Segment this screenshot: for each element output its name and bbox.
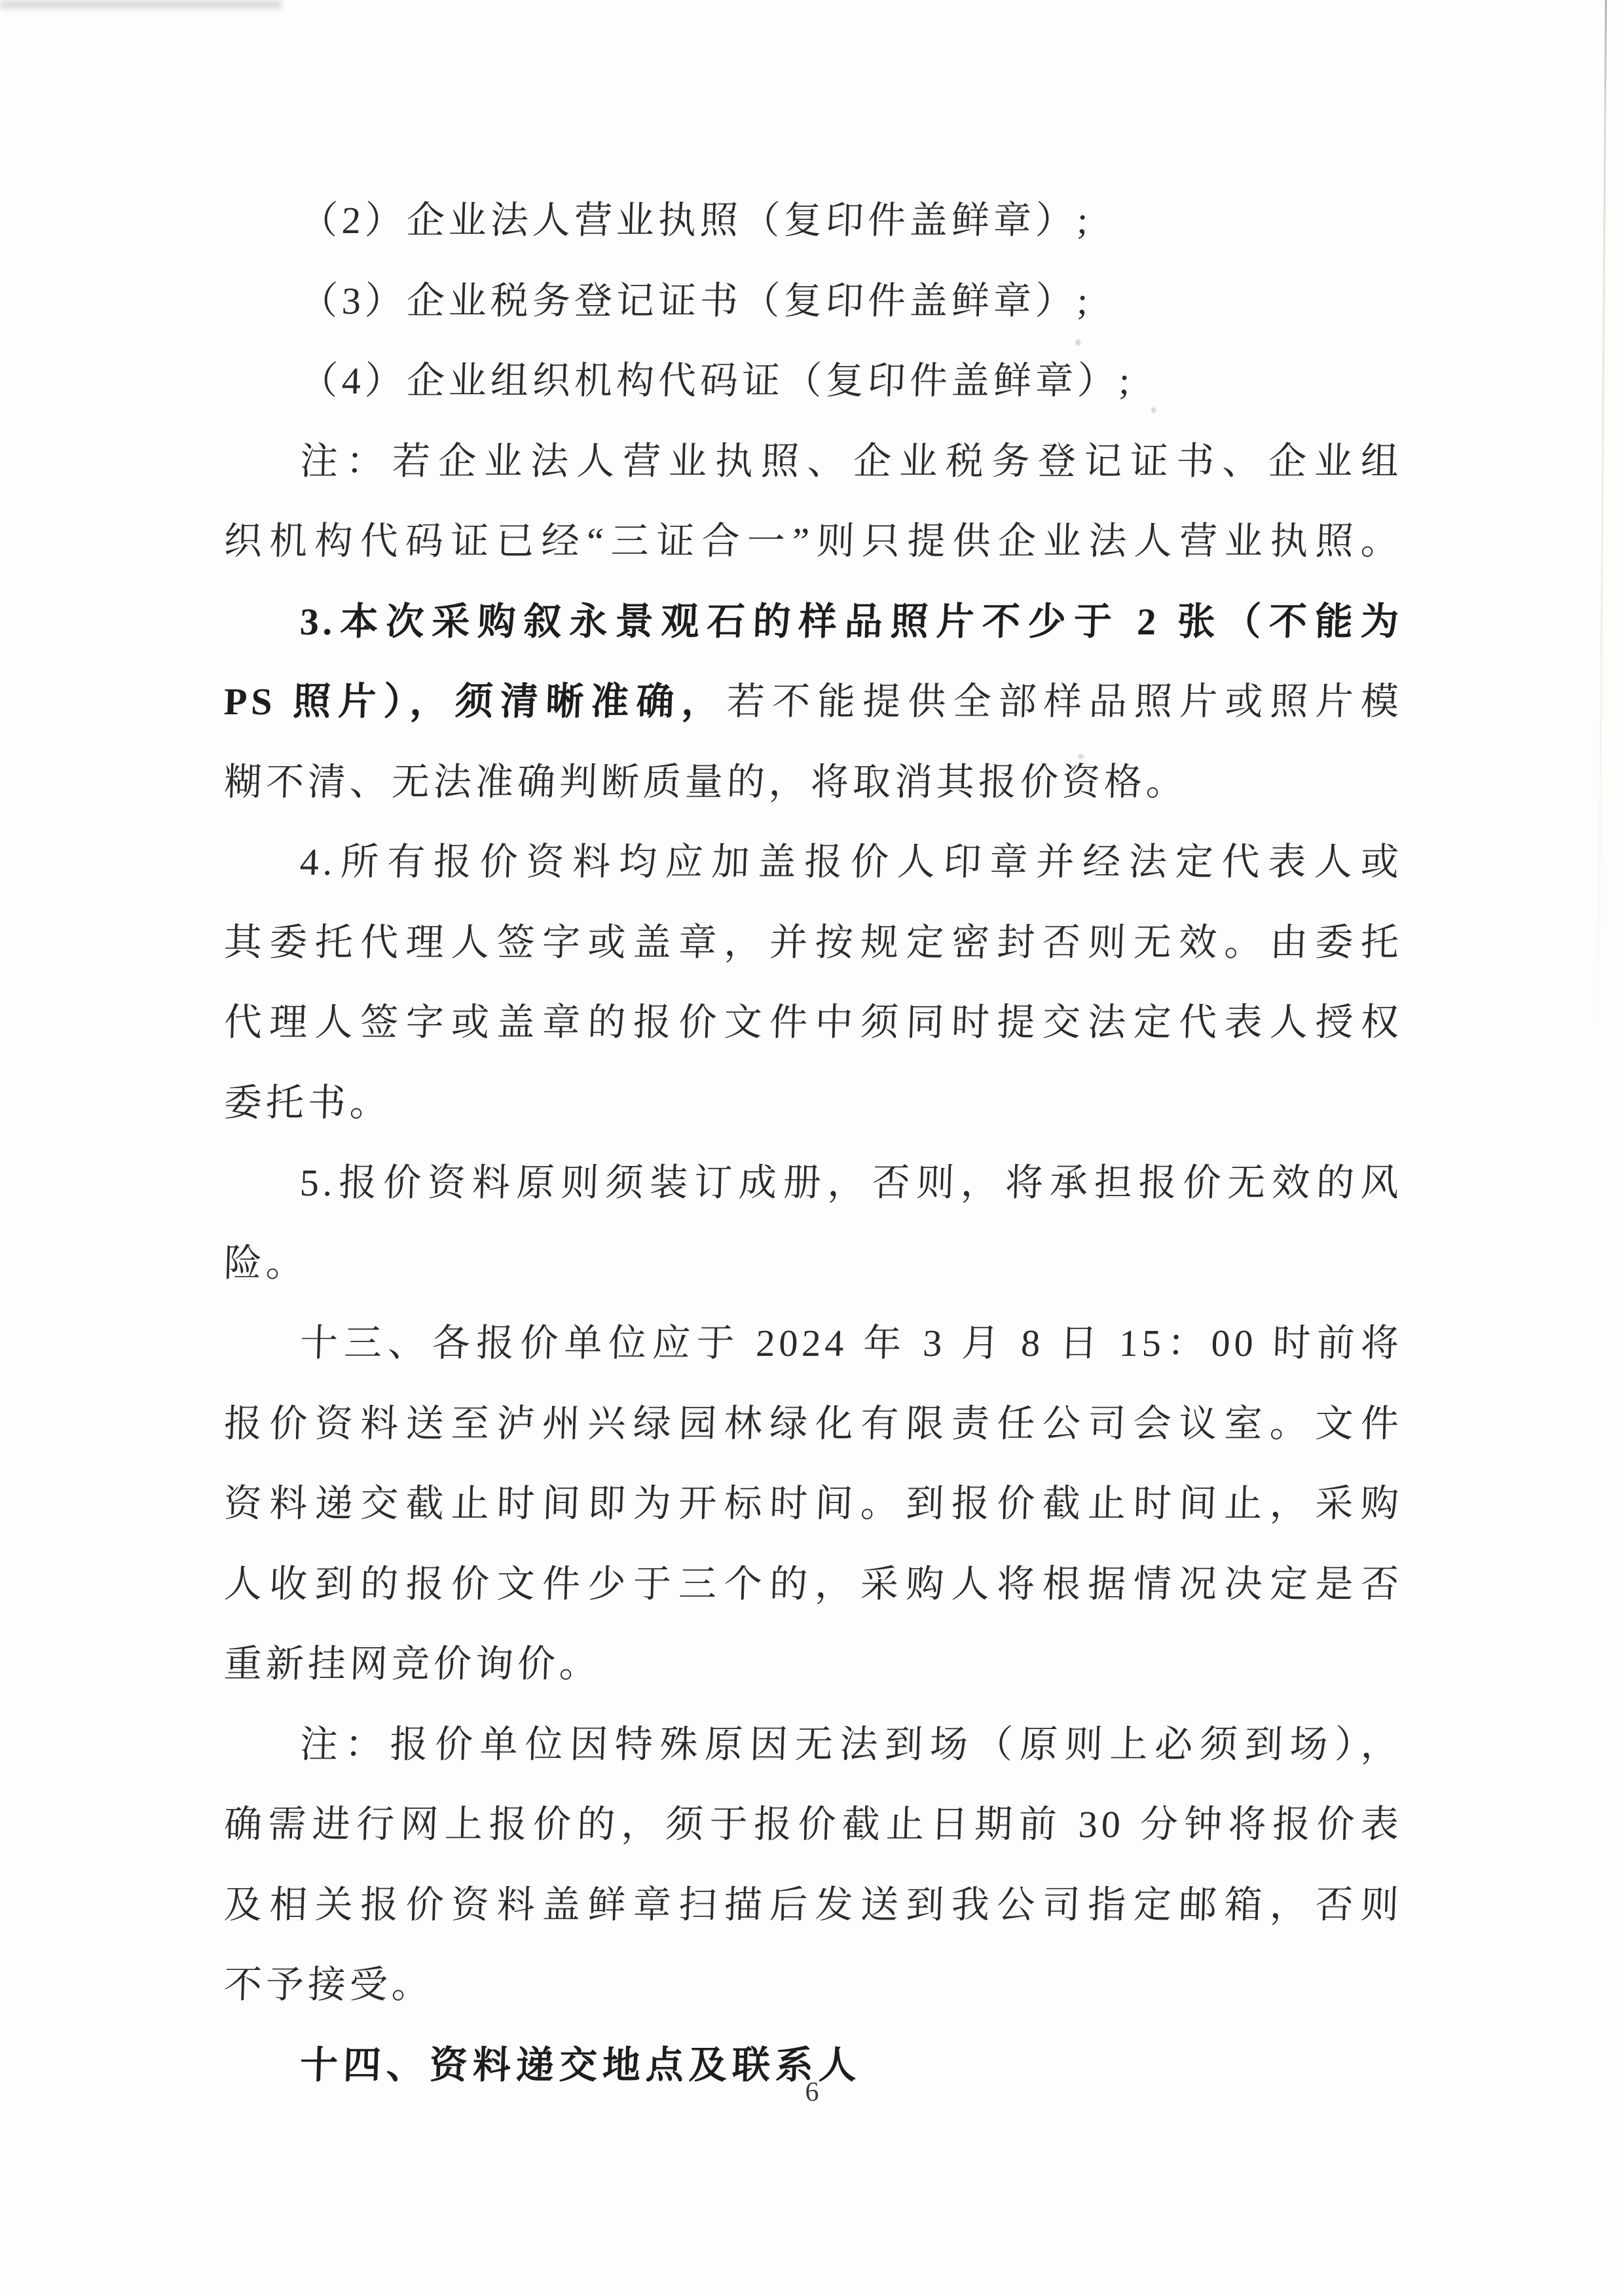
scan-edge-line	[1598, 0, 1607, 1041]
text-segment: 十四、资料递交地点及联系人	[299, 2043, 862, 2086]
text-segment: 5.报价资料原则须装订成册，否则，将承担报价无效的风	[299, 1161, 1403, 1204]
page-number: 6	[805, 2077, 819, 2107]
text-segment: （4）企业组织机构代码证（复印件盖鲜章）;	[299, 359, 1135, 402]
text-segment: 注：若企业法人营业执照、企业税务登记证书、企业组	[299, 439, 1403, 483]
text-segment: 报价资料送至泸州兴绿园林绿化有限责任公司会议室。文件	[223, 1402, 1403, 1445]
text-line	[223, 181, 1404, 261]
text-line	[223, 1063, 1404, 1144]
text-segment: 若不能提供全部样品照片或照片模	[726, 680, 1403, 723]
text-segment: 代理人签字或盖章的报价文件中须同时提交法定代表人授权	[223, 1001, 1403, 1044]
text-line	[223, 1865, 1404, 1946]
text-line	[223, 1785, 1404, 1865]
text-line	[223, 261, 1404, 342]
text-line	[223, 742, 1404, 823]
text-segment: 不予接受。	[223, 1963, 434, 2006]
text-line	[223, 422, 1404, 502]
text-line	[223, 501, 1404, 582]
text-segment: 其委托代理人签字或盖章，并按规定密封否则无效。由委托	[223, 920, 1403, 964]
text-line	[223, 1544, 1404, 1625]
text-segment: 4.所有报价资料均应加盖报价人印章并经法定代表人或	[299, 841, 1403, 883]
text-line	[223, 903, 1404, 983]
scan-smudge	[0, 0, 282, 9]
text-segment: 织机构代码证已经“三证合一”则只提供企业法人营业执照。	[223, 520, 1403, 562]
text-line	[223, 1624, 1404, 1705]
text-segment: （2）企业法人营业执照（复印件盖鲜章）;	[299, 199, 1093, 242]
text-line	[223, 1143, 1404, 1224]
text-line	[223, 582, 1404, 663]
text-segment: 委托书。	[223, 1081, 392, 1124]
text-segment: 资料递交截止时间即为开标时间。到报价截止时间止，采购	[223, 1482, 1403, 1525]
document-body	[223, 181, 1401, 2105]
text-segment: 糊不清、无法准确判断质量的，将取消其报价资格。	[223, 760, 1189, 803]
text-segment: 3.本次采购叙永景观石的样品照片不少于 2 张（不能为	[299, 600, 1403, 643]
text-line	[223, 341, 1404, 422]
text-segment: 人收到的报价文件少于三个的，采购人将根据情况决定是否	[223, 1562, 1403, 1605]
text-segment: 十三、各报价单位应于 2024 年 3 月 8 日 15：00 时前将	[299, 1322, 1403, 1364]
text-line	[223, 1945, 1404, 2026]
text-line	[223, 1464, 1404, 1544]
text-segment: 重新挂网竞价询价。	[223, 1643, 602, 1685]
text-line	[223, 1303, 1404, 1384]
text-segment: 注：报价单位因特殊原因无法到场（原则上必须到场），	[299, 1722, 1403, 1766]
text-segment: 及相关报价资料盖鲜章扫描后发送到我公司指定邮箱，否则	[223, 1883, 1403, 1926]
text-line	[223, 983, 1404, 1063]
text-segment: 确需进行网上报价的，须于报价截止日期前 30 分钟将报价表	[223, 1803, 1403, 1846]
text-line	[223, 662, 1404, 742]
text-line	[223, 822, 1404, 903]
text-line	[223, 1224, 1404, 1304]
text-segment: 险。	[223, 1241, 308, 1285]
text-segment: PS 照片），须清晰准确，	[223, 680, 728, 723]
text-line	[223, 1705, 1404, 1785]
text-line	[223, 1384, 1404, 1465]
text-segment: （3）企业税务登记证书（复印件盖鲜章）;	[299, 279, 1093, 322]
